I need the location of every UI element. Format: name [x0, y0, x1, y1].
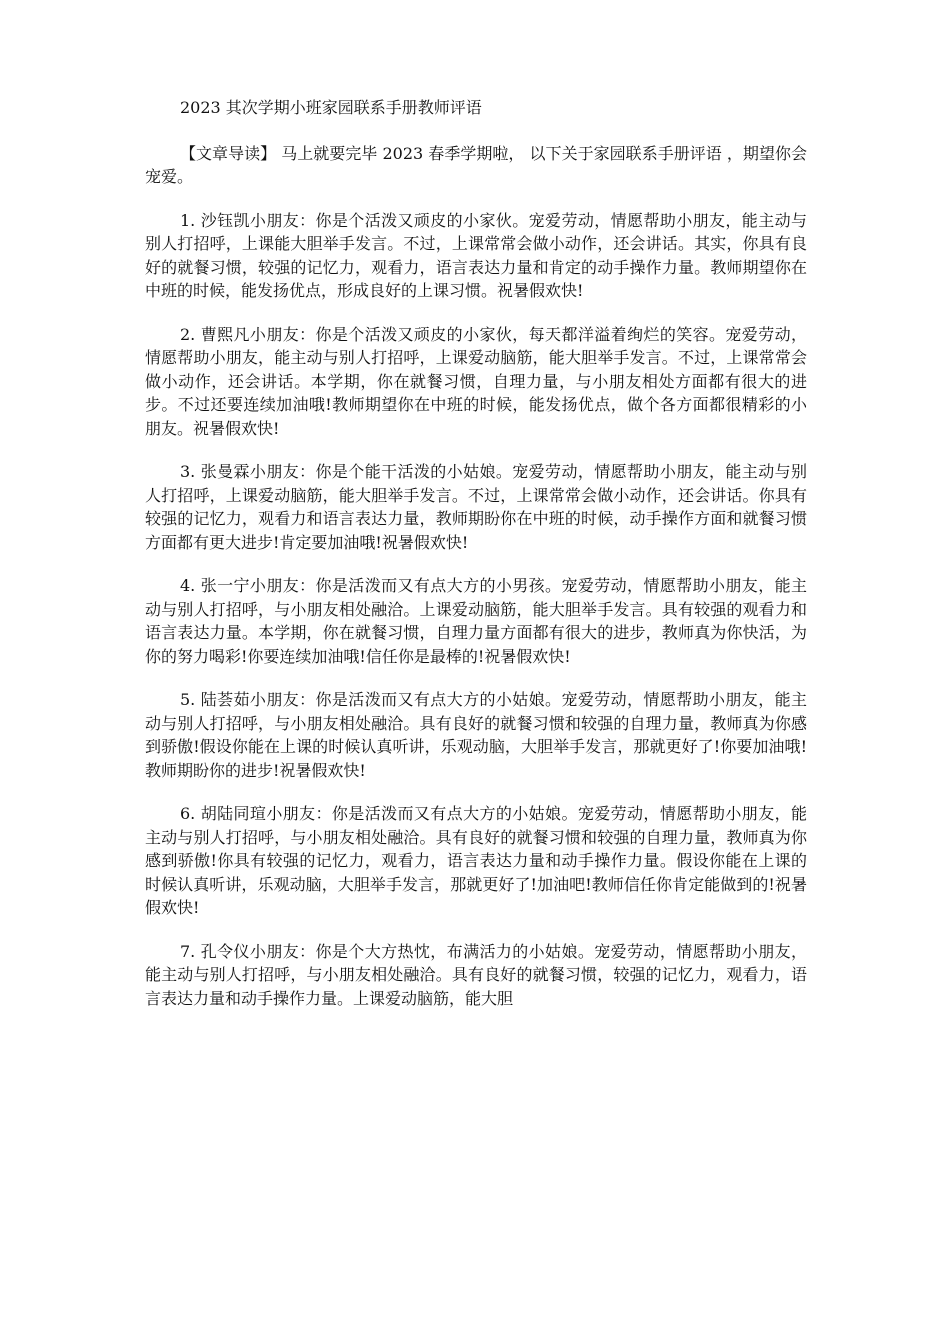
document-title: 2023 其次学期小班家园联系手册教师评语 — [180, 98, 482, 117]
comment-paragraph-6: 6. 胡陆同瑄小朋友：你是活泼而又有点大方的小姑娘。宠爱劳动，情愿帮助小朋友，能主动与别人打招呼，与小朋友相处融洽。具有良好的就餐习惯和较强的自理力量，教师真为你感到骄傲!你具有较强的记忆力，观看力，语言表达力量和动手操作力量。假设你能在上课的时候认真听讲，乐观动脑，大胆举手发言，那就更好了!加油吧!教师信任你肯定能做到的!祝暑假欢快! — [145, 804, 807, 917]
comment-paragraph-5: 5. 陆荟茹小朋友：你是活泼而又有点大方的小姑娘。宠爱劳动，情愿帮助小朋友，能主动与别人打招呼，与小朋友相处融洽。具有良好的就餐习惯和较强的自理力量，教师真为你感到骄傲!假设你能在上课的时候认真听讲，乐观动脑，大胆举手发言，那就更好了!你要加油哦!教师期盼你的进步!祝暑假欢快! — [145, 690, 807, 780]
document-body — [145, 96, 807, 1030]
comment-paragraph-7: 7. 孔令仪小朋友：你是个大方热忱，布满活力的小姑娘。宠爱劳动，情愿帮助小朋友，能主动与别人打招呼，与小朋友相处融洽。具有良好的就餐习惯，较强的记忆力，观看力，语言表达力量和动手操作力量。上课爱动脑筋，能大胆 — [145, 941, 807, 1008]
comment-paragraph-3: 3. 张曼霖小朋友：你是个能干活泼的小姑娘。宠爱劳动，情愿帮助小朋友，能主动与别人打招呼，上课爱动脑筋，能大胆举手发言。不过，上课常常会做小动作，还会讲话。你具有较强的记忆力，观看力和语言表达力量，教师期盼你在中班的时候，动手操作方面和就餐习惯方面都有更大进步!肯定要加油哦!祝暑假欢快! — [145, 462, 807, 552]
intro-paragraph: 【文章导读】 马上就要完毕 2023 春季学期啦， 以下关于家园联系手册评语 ，期望你会宠爱。 — [145, 143, 807, 186]
comment-paragraph-2: 2. 曹熙凡小朋友：你是个活泼又顽皮的小家伙，每天都洋溢着绚烂的笑容。宠爱劳动，情愿帮助小朋友，能主动与别人打招呼，上课爱动脑筋，能大胆举手发言。不过，上课常常会做小动作，还会讲话。本学期，你在就餐习惯，自理力量，与小朋友相处方面都有很大的进步。不过还要连续加油哦!教师期望你在中班的时候，能发扬优点，做个各方面都很精彩的小朋友。祝暑假欢快! — [145, 324, 807, 438]
comment-paragraph-1: 1. 沙钰凯小朋友：你是个活泼又顽皮的小家伙。宠爱劳动，情愿帮助小朋友，能主动与别人打招呼，上课能大胆举手发言。不过，上课常常会做小动作，还会讲话。其实，你具有良好的就餐习惯，较强的记忆力，观看力，语言表达力量和肯定的动手操作力量。教师期望你在中班的时候，能发扬优点，形成良好的上课习惯。祝暑假欢快! — [145, 210, 807, 300]
comment-paragraph-4: 4. 张一宁小朋友：你是活泼而又有点大方的小男孩。宠爱劳动，情愿帮助小朋友，能主动与别人打招呼，与小朋友相处融洽。上课爱动脑筋，能大胆举手发言。具有较强的观看力和语言表达力量。本学期，你在就餐习惯，自理力量方面都有很大的进步，教师真为你快活，为你的努力喝彩!你要连续加油哦!信任你是最棒的!祝暑假欢快! — [145, 576, 807, 666]
